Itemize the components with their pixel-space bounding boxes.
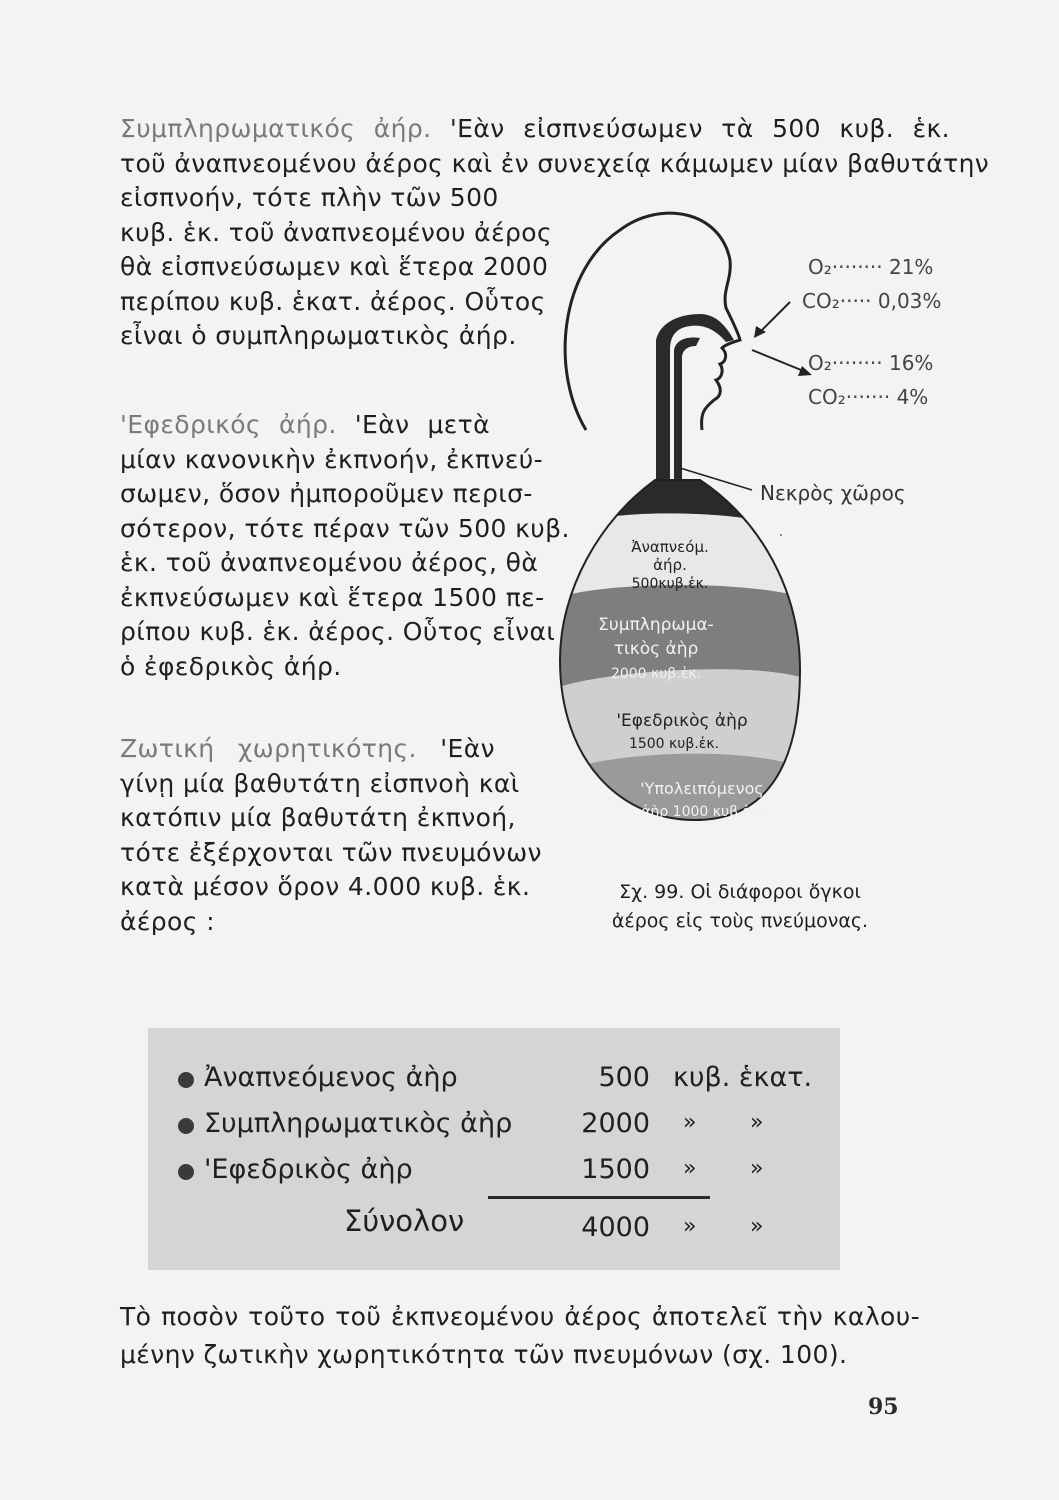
text-line: σότερον, τότε πέραν τῶν 500 κυβ. xyxy=(120,513,570,543)
text-line: ἀέρος : xyxy=(120,906,215,936)
sum-rule xyxy=(488,1196,710,1199)
zone-residual-label-1: 'Υπολειπόμενος xyxy=(640,779,764,798)
inhaled-co2-label: CO₂····· 0,03% xyxy=(802,289,942,313)
text-line: ἐκπνεύσωμεν καὶ ἕτερα 1500 πε- xyxy=(120,582,545,612)
summary-row-tidal: Ἀναπνεόμενος ἀὴρ 500 κυβ. ἑκατ. xyxy=(148,1058,840,1104)
text-line: κυβ. ἑκ. τοῦ ἀναπνεομένου ἀέρος xyxy=(120,217,553,247)
dead-space-label: Νεκρὸς χῶρος xyxy=(760,481,906,505)
text-line: μένην ζωτικὴν χωρητικότητα τῶν πνευμόνων (σχ. 100). xyxy=(120,1340,848,1369)
text-line: ὁ ἐφεδρικὸς ἀήρ. xyxy=(120,651,342,681)
exhaled-co2-label: CO₂······· 4% xyxy=(808,385,929,409)
text-line: εἰσπνοήν, τότε πλὴν τῶν 500 xyxy=(120,183,499,212)
paragraph-reserve-air: 'Εφεδρικός ἀήρ. 'Εὰν μετὰ μίαν κανονικὴν ἐκπνοήν, ἐκπνεύ- σωμεν, ὅσον ἠμποροῦμεν περισ- σότερον, τότε πέραν τῶν 500 κυβ. ἑκ. τοῦ ἀναπνεομένου ἀέρος, θὰ ἐκπνεύσωμεν καὶ ἕτερα 1500 πε- ρίπου κυβ. ἑκ. ἀέρος. Οὗτος εἶναι ὁ ἐφεδρικὸς ἀήρ. xyxy=(120,408,490,684)
heading-complementary-air: Συμπληρωματικός ἀήρ. xyxy=(120,114,432,143)
text-line: τότε ἐξέρχονται τῶν πνευμόνων xyxy=(120,837,542,867)
zone-tidal-label-3: 500κυβ.ἑκ. xyxy=(631,576,709,592)
zone-complementary-label-1: Συμπληρωμα- xyxy=(598,615,714,635)
zone-tidal-label-2: ἀήρ. xyxy=(653,556,687,574)
figure-caption: Σχ. 99. Οἱ διάφοροι ὄγκοι ἀέρος εἰς τοὺς πνεύμονας. xyxy=(611,881,869,932)
zone-reserve-label-2: 1500 κυβ.ἑκ. xyxy=(628,736,720,752)
summary-row-total: 4000 » » xyxy=(148,1208,840,1254)
text-line: εἶναι ὁ συμπληρωματικὸς ἀήρ. xyxy=(120,321,517,350)
inhale-arrow-icon xyxy=(758,302,790,334)
zone-residual-label-2: ἀὴρ 1000 κυβ.ἑκ. xyxy=(641,804,763,820)
text-line: ρίπου κυβ. ἑκ. ἀέρος. Οὗτος εἶναι xyxy=(120,617,556,646)
paragraph-complementary-air: Συμπληρωματικός ἀήρ. 'Εὰν εἰσπνεύσωμεν τὰ 500 κυβ. ἑκ. τοῦ ἀναπνεομένου ἀέρος καὶ ἐν συνεχείᾳ κάμωμεν μίαν βαθυτάτην εἰσπνοήν, τότε πλὴν τῶν 500 κυβ. ἑκ. τοῦ ἀναπνεομένου ἀέρος θὰ εἰσπνεύσωμεν καὶ ἕτερα 2000 περίπου κυβ. ἑκατ. ἀέρος. Οὗτος εἶναι ὁ συμπληρωματικὸς ἀήρ. xyxy=(120,112,950,354)
page-number: 95 xyxy=(868,1394,899,1420)
inhaled-o2-label: O₂········ 21% xyxy=(808,255,934,279)
paragraph-vital-capacity: Ζωτική χωρητικότης. 'Εὰν γίνῃ μία βαθυτάτη εἰσπνοὴ καὶ κατόπιν μία βαθυτάτη ἐκπνοή, τότε ἐξέρχονται τῶν πνευμόνων κατὰ μέσον ὅρον 4.000 κυβ. ἑκ. ἀέρος : xyxy=(120,732,495,939)
total-value: 4000 xyxy=(581,1212,650,1243)
zone-reserve-label-1: 'Εφεδρικὸς ἀὴρ xyxy=(616,711,748,731)
text-line: Τὸ ποσὸν τοῦτο τοῦ ἐκπνεομένου ἀέρος ἀποτελεῖ τὴν καλου- xyxy=(120,1302,920,1331)
text-line: σωμεν, ὅσον ἠμποροῦμεν περισ- xyxy=(120,479,533,508)
zone-complementary-label-2: τικὸς ἀὴρ xyxy=(613,639,699,659)
lung-volumes-figure xyxy=(490,190,970,850)
summary-row-complementary: Συμπληρωματικὸς ἀὴρ 2000 » » xyxy=(148,1104,840,1150)
exhale-arrow-icon xyxy=(752,350,806,372)
text-line: γίνῃ μία βαθυτάτη εἰσπνοὴ καὶ xyxy=(120,768,520,798)
text-line: μίαν κανονικὴν ἐκπνοήν, ἐκπνεύ- xyxy=(120,444,544,474)
text-line: τοῦ ἀναπνεομένου ἀέρος καὶ ἐν συνεχείᾳ κάμωμεν μίαν βαθυτάτην xyxy=(120,148,990,178)
heading-vital-capacity: Ζωτική χωρητικότης. xyxy=(120,734,417,763)
text-line: θὰ εἰσπνεύσωμεν καὶ ἕτερα 2000 xyxy=(120,252,549,281)
exhaled-o2-label: O₂········ 16% xyxy=(808,351,934,375)
text-line: ἑκ. τοῦ ἀναπνεομένου ἀέρος, θὰ xyxy=(120,548,539,577)
text-line: κατόπιν μία βαθυτάτη ἐκπνοή, xyxy=(120,803,516,832)
heading-reserve-air: 'Εφεδρικός ἀήρ. xyxy=(120,410,337,439)
summary-row-reserve: 'Εφεδρικὸς ἀὴρ 1500 » » xyxy=(148,1150,840,1196)
zone-tidal-label-1: Ἀναπνεόμ. xyxy=(631,538,709,556)
zone-complementary-label-3: 2000 κυβ.ἑκ. xyxy=(610,666,702,682)
text-line: περίπου κυβ. ἑκατ. ἀέρος. Οὗτος xyxy=(120,286,546,316)
total-label: Σύνολον xyxy=(344,1204,465,1238)
bullet-icon xyxy=(178,1118,194,1134)
bullet-icon xyxy=(178,1164,194,1180)
lung-volumes-diagram xyxy=(490,190,970,850)
text-line: κατὰ μέσον ὅρον 4.000 κυβ. ἑκ. xyxy=(120,872,531,901)
summary-box xyxy=(148,1028,840,1270)
bullet-icon xyxy=(178,1072,194,1088)
paragraph-closing xyxy=(120,1298,920,1374)
